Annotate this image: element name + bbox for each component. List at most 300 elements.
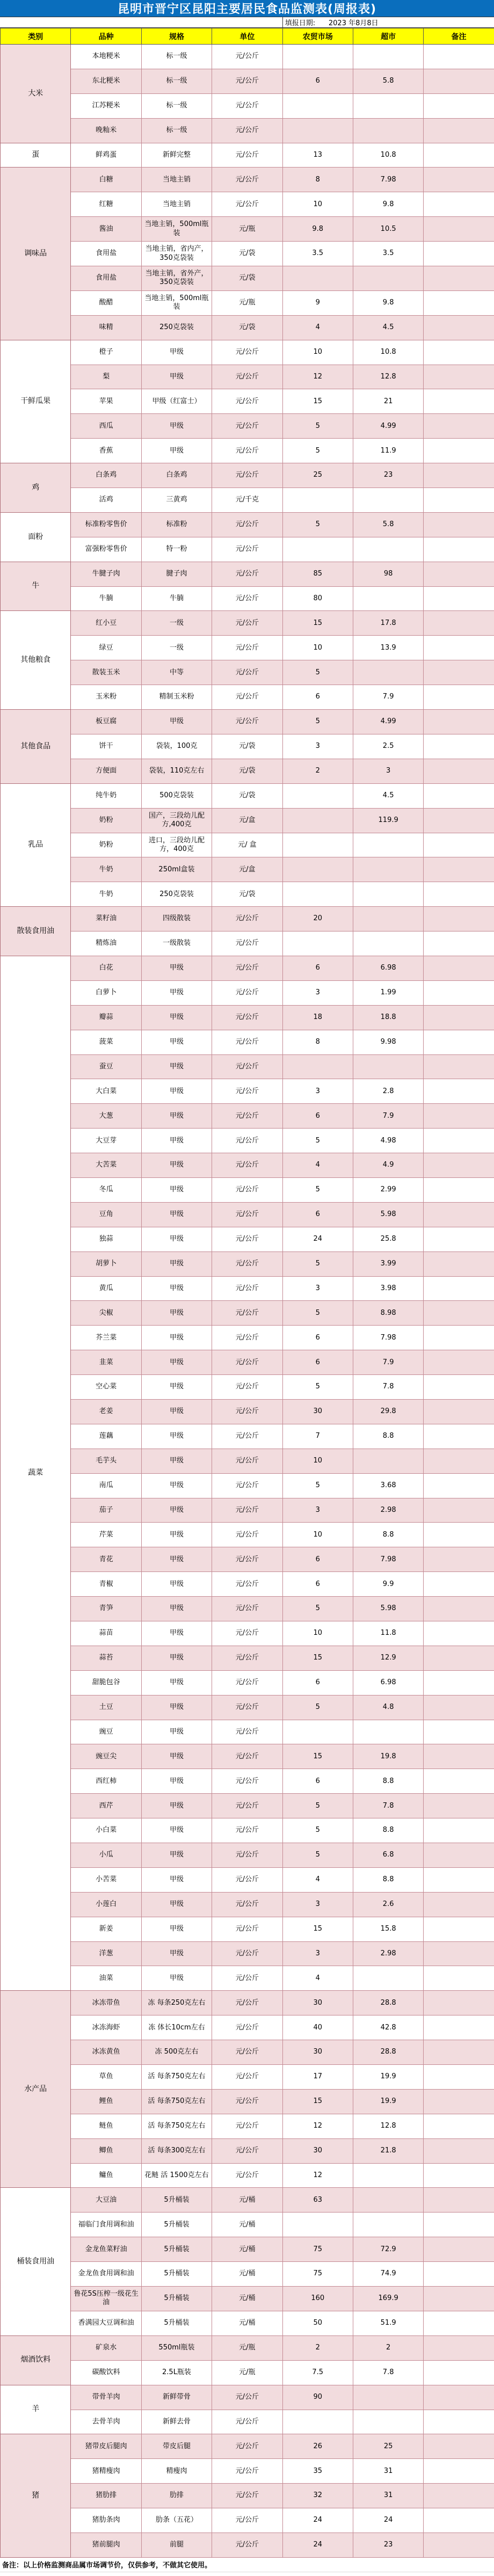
farmers-market-price: 5 xyxy=(282,1818,353,1843)
col-header-unit: 单位 xyxy=(212,28,282,45)
supermarket-price: 31 xyxy=(353,2459,423,2484)
table-row xyxy=(1,660,494,685)
table-row xyxy=(1,1129,494,1153)
spec-cell: 甲级 xyxy=(141,1424,212,1449)
table-row xyxy=(1,1646,494,1670)
category-cell: 大米 xyxy=(1,45,71,143)
table-body xyxy=(1,45,494,2558)
variety-cell: 带骨羊肉 xyxy=(71,2385,141,2410)
table-row xyxy=(1,1202,494,1227)
remarks-cell xyxy=(424,1104,494,1129)
unit-cell: 元/公斤 xyxy=(212,2508,282,2533)
variety-cell: 牛奶 xyxy=(71,882,141,907)
spec-cell: 甲级 xyxy=(141,1621,212,1646)
unit-cell: 元/公斤 xyxy=(212,1498,282,1523)
supermarket-price: 2.8 xyxy=(353,1079,423,1104)
variety-cell: 豌豆尖 xyxy=(71,1744,141,1769)
remarks-cell xyxy=(424,266,494,291)
supermarket-price: 24 xyxy=(353,2508,423,2533)
farmers-market-price: 6 xyxy=(282,1670,353,1695)
supermarket-price xyxy=(353,537,423,562)
unit-cell: 元/瓶 xyxy=(212,217,282,242)
farmers-market-price: 3 xyxy=(282,1276,353,1301)
unit-cell: 元/公斤 xyxy=(212,1794,282,1818)
table-row xyxy=(1,562,494,586)
spec-cell: 甲级 xyxy=(141,365,212,389)
variety-cell: 毛芋头 xyxy=(71,1449,141,1473)
farmers-market-price: 5 xyxy=(282,1843,353,1868)
table-row xyxy=(1,1867,494,1892)
supermarket-price: 2.99 xyxy=(353,1177,423,1202)
supermarket-price: 51.9 xyxy=(353,2311,423,2335)
unit-cell: 元/公斤 xyxy=(212,1572,282,1597)
spec-cell: 新鲜去骨 xyxy=(141,2410,212,2434)
table-row xyxy=(1,882,494,907)
remarks-cell xyxy=(424,1079,494,1104)
unit-cell: 元/公斤 xyxy=(212,414,282,439)
spec-cell: 甲级 xyxy=(141,1054,212,1079)
farmers-market-price: 15 xyxy=(282,1917,353,1941)
farmers-market-price: 4 xyxy=(282,1153,353,1178)
table-row xyxy=(1,907,494,932)
farmers-market-price: 26 xyxy=(282,2434,353,2459)
table-row xyxy=(1,586,494,611)
unit-cell: 元/公斤 xyxy=(212,2410,282,2434)
remarks-cell xyxy=(424,1005,494,1030)
unit-cell: 元/公斤 xyxy=(212,1326,282,1350)
farmers-market-price: 25 xyxy=(282,463,353,488)
spec-cell: 标一级 xyxy=(141,69,212,93)
unit-cell: 元/桶 xyxy=(212,2188,282,2213)
remarks-cell xyxy=(424,759,494,783)
variety-cell: 绿豆 xyxy=(71,636,141,660)
spec-cell: 甲级 xyxy=(141,1843,212,1868)
category-cell: 蛋 xyxy=(1,143,71,168)
spec-cell: 袋装，110克左右 xyxy=(141,759,212,783)
remarks-cell xyxy=(424,2287,494,2311)
variety-cell: 大葱 xyxy=(71,1104,141,1129)
remarks-cell xyxy=(424,2459,494,2484)
supermarket-price xyxy=(353,882,423,907)
spec-cell: 甲级 xyxy=(141,1744,212,1769)
unit-cell: 元/公斤 xyxy=(212,143,282,168)
supermarket-price: 169.9 xyxy=(353,2287,423,2311)
unit-cell: 元/公斤 xyxy=(212,1104,282,1129)
unit-cell: 元/公斤 xyxy=(212,1153,282,1178)
supermarket-price: 7.98 xyxy=(353,168,423,192)
unit-cell: 元/公斤 xyxy=(212,1202,282,1227)
remarks-cell xyxy=(424,1941,494,1966)
farmers-market-price xyxy=(282,783,353,808)
unit-cell: 元/公斤 xyxy=(212,1744,282,1769)
spec-cell: 甲级 xyxy=(141,1399,212,1424)
spec-cell: 一级 xyxy=(141,611,212,636)
remarks-cell xyxy=(424,1276,494,1301)
remarks-cell xyxy=(424,1129,494,1153)
unit-cell: 元/公斤 xyxy=(212,562,282,586)
supermarket-price: 19.9 xyxy=(353,2089,423,2114)
header-row xyxy=(1,28,494,45)
spec-cell: 国产，三段幼儿配方,400克 xyxy=(141,808,212,833)
remarks-cell xyxy=(424,93,494,118)
unit-cell: 元/公斤 xyxy=(212,69,282,93)
variety-cell: 食用盐 xyxy=(71,266,141,291)
variety-cell: 白花 xyxy=(71,956,141,980)
variety-cell: 去骨羊肉 xyxy=(71,2410,141,2434)
farmers-market-price: 6 xyxy=(282,1547,353,1572)
table-row xyxy=(1,118,494,143)
unit-cell: 元/公斤 xyxy=(212,2385,282,2410)
variety-cell: 福临门食用调和油 xyxy=(71,2213,141,2237)
unit-cell: 元/公斤 xyxy=(212,586,282,611)
variety-cell: 南瓜 xyxy=(71,1473,141,1498)
remarks-cell xyxy=(424,1695,494,1720)
variety-cell: 洋葱 xyxy=(71,1941,141,1966)
unit-cell: 元/盒 xyxy=(212,808,282,833)
supermarket-price: 13.9 xyxy=(353,636,423,660)
unit-cell: 元/公斤 xyxy=(212,1375,282,1400)
farmers-market-price: 80 xyxy=(282,586,353,611)
table-row xyxy=(1,1597,494,1621)
unit-cell: 元/公斤 xyxy=(212,1276,282,1301)
spec-cell: 甲级 xyxy=(141,439,212,463)
spec-cell: 5升桶装 xyxy=(141,2311,212,2335)
variety-cell: 胡萝卜 xyxy=(71,1251,141,1276)
farmers-market-price: 6 xyxy=(282,1326,353,1350)
supermarket-price: 18.8 xyxy=(353,1005,423,1030)
remarks-cell xyxy=(424,537,494,562)
spec-cell: 甲级 xyxy=(141,1375,212,1400)
supermarket-price: 10.8 xyxy=(353,340,423,365)
supermarket-price: 6.98 xyxy=(353,1670,423,1695)
remarks-cell xyxy=(424,1769,494,1794)
supermarket-price xyxy=(353,833,423,857)
supermarket-price: 8.8 xyxy=(353,1818,423,1843)
spec-cell: 精制玉米粉 xyxy=(141,685,212,710)
variety-cell: 红糖 xyxy=(71,192,141,217)
supermarket-price: 8.8 xyxy=(353,1523,423,1547)
table-row xyxy=(1,783,494,808)
farmers-market-price: 7 xyxy=(282,1424,353,1449)
unit-cell: 元/公斤 xyxy=(212,340,282,365)
spec-cell: 550ml瓶装 xyxy=(141,2335,212,2360)
farmers-market-price: 18 xyxy=(282,1005,353,1030)
remarks-cell xyxy=(424,1326,494,1350)
farmers-market-price xyxy=(282,2213,353,2237)
unit-cell: 元/公斤 xyxy=(212,1129,282,1153)
supermarket-price: 5.8 xyxy=(353,512,423,537)
farmers-market-price: 10 xyxy=(282,1449,353,1473)
variety-cell: 冰冻带鱼 xyxy=(71,1991,141,2015)
table-row xyxy=(1,2188,494,2213)
remarks-cell xyxy=(424,2311,494,2335)
variety-cell: 黄瓜 xyxy=(71,1276,141,1301)
supermarket-price: 7.98 xyxy=(353,1326,423,1350)
unit-cell: 元/公斤 xyxy=(212,2114,282,2138)
table-row xyxy=(1,2163,494,2188)
supermarket-price: 4.9 xyxy=(353,1153,423,1178)
unit-cell: 元/公斤 xyxy=(212,1301,282,1326)
variety-cell: 鲢鱼 xyxy=(71,2114,141,2138)
table-row xyxy=(1,1473,494,1498)
table-row xyxy=(1,1794,494,1818)
supermarket-price: 7.98 xyxy=(353,1547,423,1572)
variety-cell: 小莲白 xyxy=(71,1892,141,1917)
supermarket-price xyxy=(353,586,423,611)
spec-cell: 甲级 xyxy=(141,1030,212,1054)
spec-cell: 甲级 xyxy=(141,1794,212,1818)
supermarket-price xyxy=(353,118,423,143)
farmers-market-price: 12 xyxy=(282,2114,353,2138)
farmers-market-price: 5 xyxy=(282,1177,353,1202)
table-row xyxy=(1,217,494,242)
spec-cell: 甲级 xyxy=(141,1941,212,1966)
table-row xyxy=(1,1843,494,1868)
unit-cell: 元/公斤 xyxy=(212,1079,282,1104)
spec-cell: 冻 体长10cm左右 xyxy=(141,2015,212,2040)
spec-cell: 甲级 xyxy=(141,1473,212,1498)
farmers-market-price: 20 xyxy=(282,907,353,932)
supermarket-price xyxy=(353,932,423,956)
table-row xyxy=(1,1424,494,1449)
table-row xyxy=(1,1301,494,1326)
remarks-cell xyxy=(424,2533,494,2557)
table-row xyxy=(1,685,494,710)
supermarket-price: 29.8 xyxy=(353,1399,423,1424)
spec-cell: 肋排 xyxy=(141,2484,212,2508)
variety-cell: 鳙鱼 xyxy=(71,2163,141,2188)
remarks-cell xyxy=(424,2434,494,2459)
remarks-cell xyxy=(424,365,494,389)
remarks-cell xyxy=(424,2237,494,2262)
spec-cell: 四级散装 xyxy=(141,907,212,932)
spec-cell: 一级 xyxy=(141,636,212,660)
supermarket-price: 2.98 xyxy=(353,1498,423,1523)
farmers-market-price xyxy=(282,118,353,143)
variety-cell: 猪肋排 xyxy=(71,2484,141,2508)
supermarket-price: 8.8 xyxy=(353,1867,423,1892)
remarks-cell xyxy=(424,2410,494,2434)
supermarket-price xyxy=(353,488,423,513)
remarks-cell xyxy=(424,1153,494,1178)
supermarket-price: 17.8 xyxy=(353,611,423,636)
table-row xyxy=(1,734,494,759)
table-row xyxy=(1,808,494,833)
supermarket-price: 2 xyxy=(353,2335,423,2360)
unit-cell: 元/公斤 xyxy=(212,1695,282,1720)
remarks-cell xyxy=(424,636,494,660)
remarks-cell xyxy=(424,2262,494,2287)
farmers-market-price xyxy=(282,882,353,907)
table-row xyxy=(1,1917,494,1941)
table-row xyxy=(1,69,494,93)
spec-cell: 甲级 xyxy=(141,1547,212,1572)
table-row xyxy=(1,1054,494,1079)
farmers-market-price: 2 xyxy=(282,759,353,783)
unit-cell: 元/公斤 xyxy=(212,2138,282,2163)
farmers-market-price: 30 xyxy=(282,2040,353,2065)
unit-cell: 元/桶 xyxy=(212,2262,282,2287)
date-row xyxy=(0,17,494,28)
category-cell: 烟酒饮料 xyxy=(1,2335,71,2385)
variety-cell: 饼干 xyxy=(71,734,141,759)
table-row xyxy=(1,1005,494,1030)
unit-cell: 元/袋 xyxy=(212,734,282,759)
spec-cell: 特一粉 xyxy=(141,537,212,562)
table-row xyxy=(1,168,494,192)
variety-cell: 猪前腿肉 xyxy=(71,2533,141,2557)
supermarket-price: 12.8 xyxy=(353,365,423,389)
farmers-market-price: 30 xyxy=(282,2138,353,2163)
supermarket-price: 28.8 xyxy=(353,1991,423,2015)
variety-cell: 西红柿 xyxy=(71,1769,141,1794)
unit-cell: 元/公斤 xyxy=(212,512,282,537)
remarks-cell xyxy=(424,192,494,217)
spec-cell: 甲级 xyxy=(141,1251,212,1276)
variety-cell: 金龙鱼食用调和油 xyxy=(71,2262,141,2287)
supermarket-price: 21 xyxy=(353,389,423,414)
unit-cell: 元/公斤 xyxy=(212,1867,282,1892)
spec-cell: 甲级 xyxy=(141,1202,212,1227)
remarks-cell xyxy=(424,1498,494,1523)
spec-cell: 甲级 xyxy=(141,1177,212,1202)
remarks-cell xyxy=(424,1966,494,1991)
unit-cell: 元/公斤 xyxy=(212,2484,282,2508)
remarks-cell xyxy=(424,685,494,710)
variety-cell: 板豆腐 xyxy=(71,710,141,734)
table-row xyxy=(1,45,494,69)
date-spacer xyxy=(0,17,282,27)
table-row xyxy=(1,1079,494,1104)
remarks-cell xyxy=(424,1547,494,1572)
variety-cell: 鲜鸡蛋 xyxy=(71,143,141,168)
table-row xyxy=(1,93,494,118)
spec-cell: 精瘦肉 xyxy=(141,2459,212,2484)
table-row xyxy=(1,192,494,217)
variety-cell: 江苏粳米 xyxy=(71,93,141,118)
supermarket-price: 1.99 xyxy=(353,980,423,1005)
supermarket-price xyxy=(353,2163,423,2188)
unit-cell: 元/公斤 xyxy=(212,1054,282,1079)
farmers-market-price: 75 xyxy=(282,2262,353,2287)
remarks-cell xyxy=(424,217,494,242)
farmers-market-price: 6 xyxy=(282,1202,353,1227)
unit-cell: 元/公斤 xyxy=(212,636,282,660)
remarks-cell xyxy=(424,290,494,315)
supermarket-price: 25 xyxy=(353,2434,423,2459)
farmers-market-price: 24 xyxy=(282,2533,353,2557)
spec-cell: 5升桶装 xyxy=(141,2287,212,2311)
farmers-market-price: 5 xyxy=(282,1473,353,1498)
supermarket-price: 9.98 xyxy=(353,1030,423,1054)
spec-cell: 腱子肉 xyxy=(141,562,212,586)
unit-cell: 元/公斤 xyxy=(212,1670,282,1695)
remarks-cell xyxy=(424,2065,494,2090)
spec-cell: 甲级 xyxy=(141,1892,212,1917)
spec-cell: 甲级 xyxy=(141,1818,212,1843)
spec-cell: 甲级 xyxy=(141,980,212,1005)
unit-cell: 元/公斤 xyxy=(212,1350,282,1375)
supermarket-price xyxy=(353,1966,423,1991)
supermarket-price: 31 xyxy=(353,2484,423,2508)
unit-cell: 元/公斤 xyxy=(212,2040,282,2065)
variety-cell: 晚籼米 xyxy=(71,118,141,143)
table-row xyxy=(1,2533,494,2557)
category-cell: 其他食品 xyxy=(1,710,71,784)
remarks-cell xyxy=(424,562,494,586)
remarks-cell xyxy=(424,882,494,907)
unit-cell: 元/公斤 xyxy=(212,439,282,463)
spec-cell: 冻 每条250克左右 xyxy=(141,1991,212,2015)
spec-cell: 甲级 xyxy=(141,1572,212,1597)
supermarket-price xyxy=(353,2410,423,2434)
variety-cell: 小瓜 xyxy=(71,1843,141,1868)
variety-cell: 白条鸡 xyxy=(71,463,141,488)
farmers-market-price: 5 xyxy=(282,439,353,463)
variety-cell: 大豆芽 xyxy=(71,1129,141,1153)
table-row xyxy=(1,956,494,980)
remarks-cell xyxy=(424,783,494,808)
table-row xyxy=(1,1153,494,1178)
variety-cell: 酸醋 xyxy=(71,290,141,315)
remarks-cell xyxy=(424,1030,494,1054)
variety-cell: 玉米粉 xyxy=(71,685,141,710)
remarks-cell xyxy=(424,143,494,168)
table-row xyxy=(1,932,494,956)
unit-cell: 元/袋 xyxy=(212,783,282,808)
farmers-market-price: 50 xyxy=(282,2311,353,2335)
farmers-market-price: 90 xyxy=(282,2385,353,2410)
table-row xyxy=(1,2335,494,2360)
spec-cell: 甲级 xyxy=(141,1104,212,1129)
variety-cell: 蒜苗 xyxy=(71,1621,141,1646)
farmers-market-price: 9 xyxy=(282,290,353,315)
fill-date-value: 2023 年8月8日 xyxy=(328,19,379,27)
variety-cell: 纯牛奶 xyxy=(71,783,141,808)
farmers-market-price xyxy=(282,537,353,562)
table-row xyxy=(1,488,494,513)
variety-cell: 老姜 xyxy=(71,1399,141,1424)
supermarket-price: 8.8 xyxy=(353,1424,423,1449)
unit-cell: 元/公斤 xyxy=(212,1177,282,1202)
table-row xyxy=(1,2237,494,2262)
variety-cell: 香蕉 xyxy=(71,439,141,463)
farmers-market-price xyxy=(282,488,353,513)
remarks-cell xyxy=(424,2114,494,2138)
variety-cell: 草鱼 xyxy=(71,2065,141,2090)
variety-cell: 芥兰菜 xyxy=(71,1326,141,1350)
farmers-market-price: 63 xyxy=(282,2188,353,2213)
unit-cell: 元/公斤 xyxy=(212,365,282,389)
remarks-cell xyxy=(424,2360,494,2385)
remarks-cell xyxy=(424,1794,494,1818)
unit-cell: 元/公斤 xyxy=(212,2065,282,2090)
table-row xyxy=(1,365,494,389)
unit-cell: 元/公斤 xyxy=(212,2015,282,2040)
unit-cell: 元/袋 xyxy=(212,759,282,783)
spec-cell: 250克袋装 xyxy=(141,315,212,340)
variety-cell: 蚕豆 xyxy=(71,1054,141,1079)
remarks-cell xyxy=(424,956,494,980)
spec-cell: 甲级 xyxy=(141,1769,212,1794)
table-row xyxy=(1,710,494,734)
farmers-market-price: 4 xyxy=(282,1867,353,1892)
variety-cell: 酱油 xyxy=(71,217,141,242)
unit-cell: 元/桶 xyxy=(212,2213,282,2237)
spec-cell: 甲级 xyxy=(141,1695,212,1720)
supermarket-price: 23 xyxy=(353,2533,423,2557)
supermarket-price: 2.5 xyxy=(353,734,423,759)
